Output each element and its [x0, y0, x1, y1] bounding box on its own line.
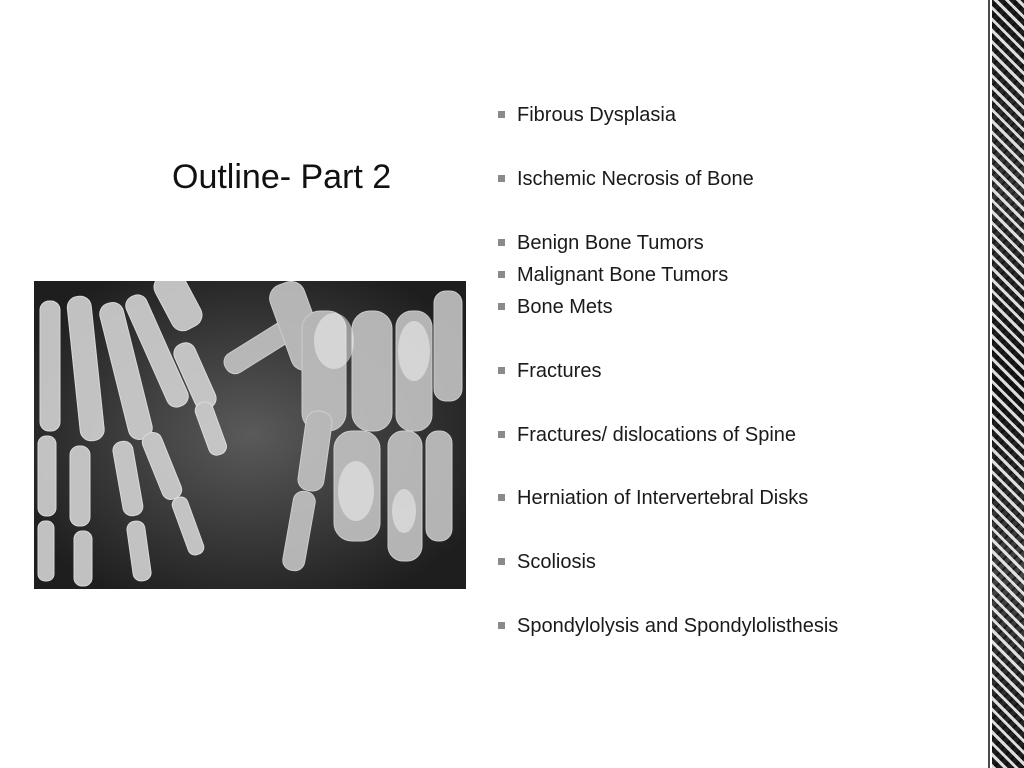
bullet-label: Fibrous Dysplasia	[517, 103, 676, 126]
bullet-marker-icon	[498, 111, 505, 118]
bullet-item	[498, 166, 754, 192]
hand-xray-image	[34, 281, 466, 589]
bullet-item	[498, 549, 596, 575]
border-line	[988, 0, 990, 768]
bullet-label: Scoliosis	[517, 550, 596, 573]
textured-band	[992, 0, 1024, 768]
bullet-item	[498, 102, 676, 128]
bullet-item	[498, 613, 838, 639]
bullet-label: Malignant Bone Tumors	[517, 263, 729, 286]
bullet-label: Spondylolysis and Spondylolisthesis	[517, 614, 839, 637]
bullet-marker-icon	[498, 431, 505, 438]
bullet-marker-icon	[498, 558, 505, 565]
bullet-label: Fractures/ dislocations of Spine	[517, 423, 797, 446]
bullet-label: Bone Mets	[517, 295, 613, 318]
bullet-item	[498, 358, 601, 384]
bullet-marker-icon	[498, 622, 505, 629]
bullet-item	[498, 230, 704, 256]
hand-xray-graphic	[34, 281, 466, 589]
bullet-item	[498, 262, 728, 288]
bullet-marker-icon	[498, 494, 505, 501]
bullet-label: Ischemic Necrosis of Bone	[517, 167, 754, 190]
bullet-item	[498, 422, 796, 448]
bullet-marker-icon	[498, 175, 505, 182]
bullet-item	[498, 485, 808, 511]
bullet-item	[498, 294, 613, 320]
bullet-marker-icon	[498, 271, 505, 278]
bullet-marker-icon	[498, 303, 505, 310]
bullet-label: Benign Bone Tumors	[517, 231, 704, 254]
bullet-label: Herniation of Intervertebral Disks	[517, 486, 809, 509]
bullet-marker-icon	[498, 239, 505, 246]
bullet-label: Fractures	[517, 359, 602, 382]
decorative-side-border	[978, 0, 1024, 768]
bullet-marker-icon	[498, 367, 505, 374]
slide-title: Outline- Part 2	[172, 158, 392, 196]
